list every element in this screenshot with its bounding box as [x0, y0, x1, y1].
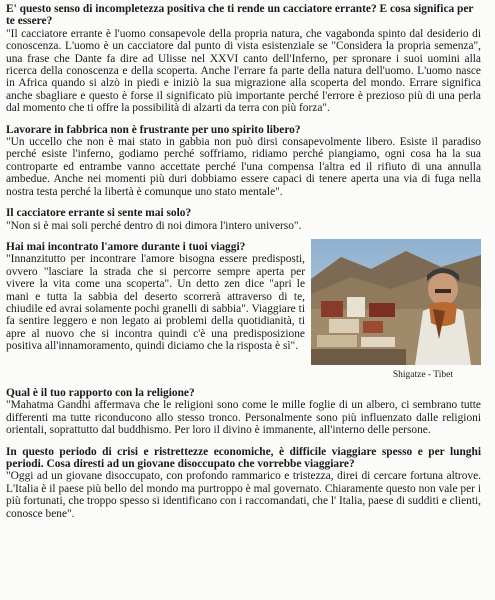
answer-5: "Mahatma Gandhi affermava che le religioni sono come le mille foglie di un albero, ci sembrano tutte differenti ma tutte riconducono allo stesso tronco. Personalmente sono più influenzato dalle religioni orientali, soprattutto dal buddhismo. Per loro il divino è immanente, all'interno delle persone. — [6, 399, 481, 437]
question-5: Qual è il tuo rapporto con la religione? — [6, 386, 195, 399]
question-4: Hai mai incontrato l'amore durante i tuoi viaggi? — [6, 240, 246, 253]
tibet-photo — [311, 239, 481, 365]
answer-1: "Il cacciatore errante è l'uomo consapevole della propria natura, che vagabonda spinto dal desiderio di conoscenza. L'uomo è un cacciatore dal punto di vista esistenziale se "Considera la propria semenza", una frase che Dante fa dire ad Ulisse nel XXVI canto dell'Inferno, per spronare i suoi uomini alla ricerca della conoscenza e della scoperta. Anche l'errare fa parte della natura dell'uomo. L'uomo nasce in Africa quando si alzò in piedi e iniziò la sua migrazione alla scoperta del mondo. Errare significa anche sbagliare e questo è forse il significato più importante perché l'errore è prezioso più di una perla dal momento che ti offre la possibilità di alzarti da terra con più forza". — [6, 27, 481, 115]
question-2: Lavorare in fabbrica non è frustrante per uno spirito libero? — [6, 123, 301, 136]
photo-caption: Shigatze - Tibet — [392, 369, 453, 380]
question-3: Il cacciatore errante si sente mai solo? — [6, 207, 192, 220]
question-6: In questo periodo di crisi e ristrettezze economiche, è difficile viaggiare spesso e per lunghi periodi. Cosa diresti ad un giovane disoccupato che vorrebbe viaggiare? — [6, 445, 481, 470]
photo-figure — [311, 239, 481, 381]
love-section — [6, 241, 481, 381]
question-1: E' questo senso di incompletezza positiva che ti rende un cacciatore errante? E cosa significa per te essere? — [6, 3, 474, 28]
answer-3: "Non si è mai soli perché dentro di noi dimora l'intero universo". — [6, 219, 302, 232]
answer-2: "Un uccello che non è mai stato in gabbia non può dirsi consapevolmente libero. Esiste il paradiso perché esiste l'inferno, godiamo perché soffriamo, ridiamo perché piangiamo, ogni cosa ha la sua controparte ed entrambe vanno accettate perché l'una compensa l'altra ed il rifiuto di una annulla ambedue. Anche nei momenti più duri dobbiamo essere capaci di tenere aperta una via di fuga nella nostra testa perché la libertà è comunque uno stato mentale". — [6, 136, 481, 198]
answer-6: "Oggi ad un giovane disoccupato, con profondo rammarico e tristezza, direi di cercare fortuna altrove. L'Italia è il paese più bello del mondo ma purtroppo è mal governato. Chiaramente questo non vale per i più fortunati, che troppo spesso si identificano con i raccomandati, che l' Italia, paese di sudditi e clienti, conosce bene". — [6, 470, 481, 520]
answer-4: "Innanzitutto per incontrare l'amore bisogna essere predisposti, ovvero "lasciare la strada che si percorre sempre aperta per vivere la vita come una scoperta". Un detto zen dice "apri le mani e tutta la sabbia del deserto scorrerà attraverso di te, chiudile ed avrai solamente pochi granelli di sabbia". Viaggiare ti fa sentire leggero e non legato ai problemi della quotidianità, ti apre al nuovo che si incontra quindi c'è una predisposizione positiva all'innamoramento, quindi diciamo che la risposta è sì". — [6, 253, 305, 353]
